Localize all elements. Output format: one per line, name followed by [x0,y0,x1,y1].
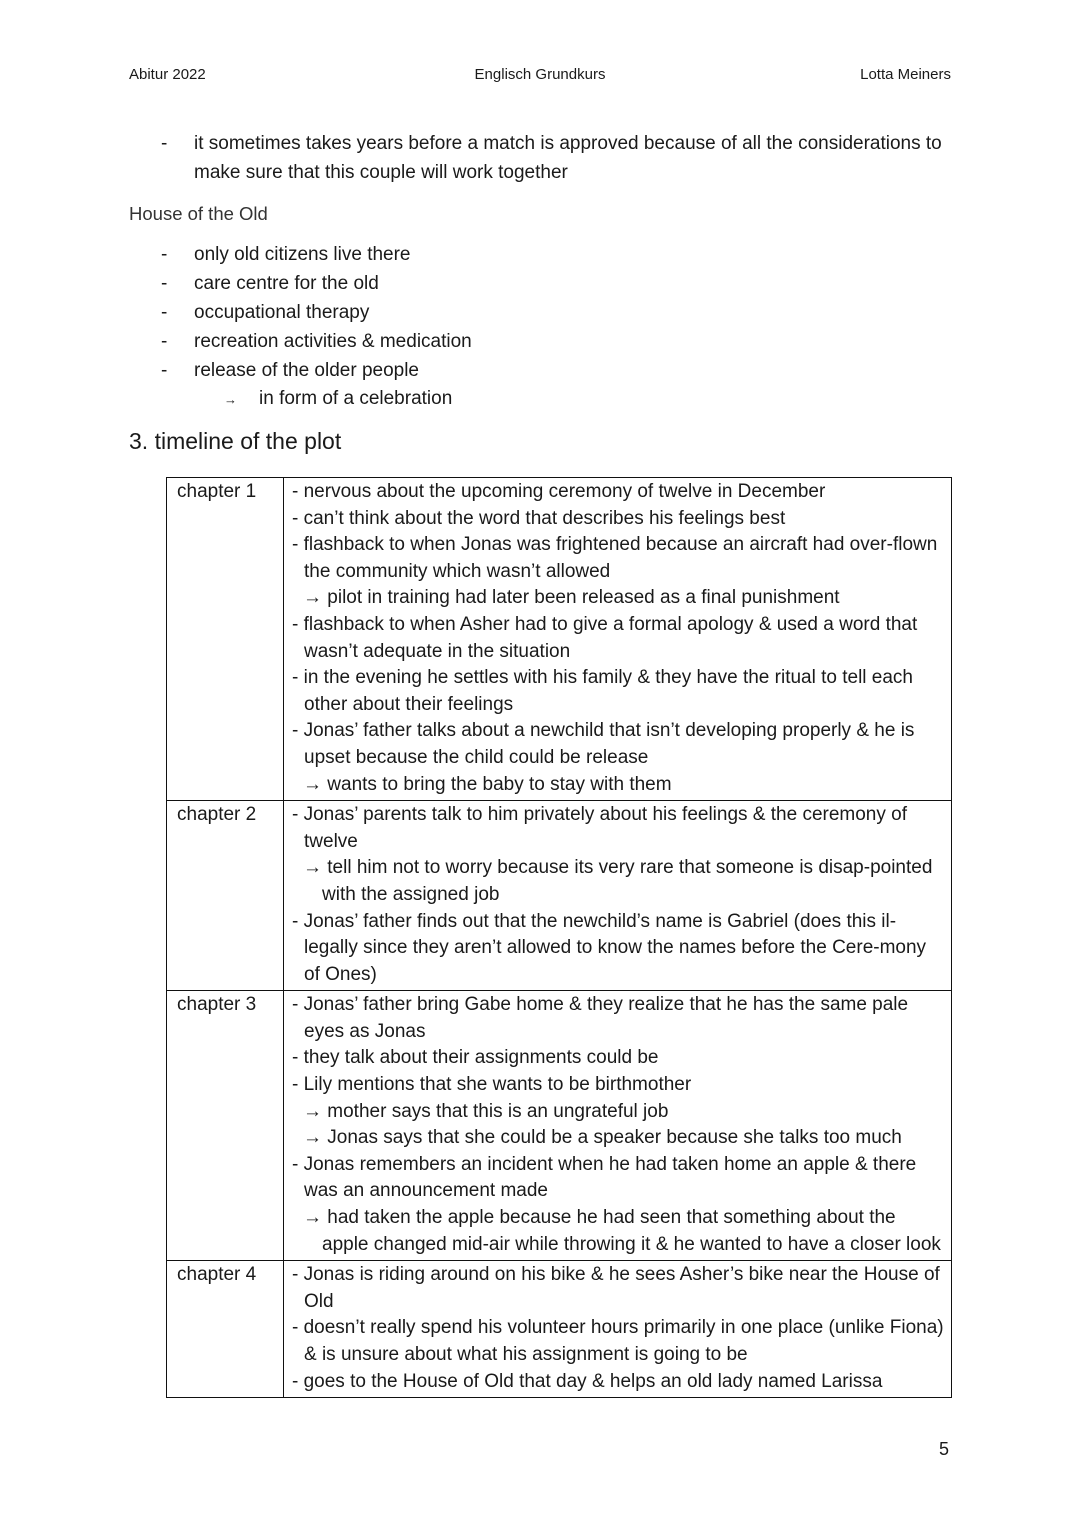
event-item: - Lily mentions that she wants to be birthmother [292,1074,692,1096]
list-item: - occupational therapy [129,298,949,327]
event-item: - goes to the House of Old that day & helps an old lady named Larissa [292,1370,883,1392]
event-item: - nervous about the upcoming ceremony of twelve in December [292,481,826,502]
timeline-heading: 3. timeline of the plot [129,428,342,454]
table-row [167,991,952,1261]
right-arrow-icon: → [224,392,237,407]
sub-list-item-text: in form of a celebration [259,388,453,409]
event-item: - Jonas’ father finds out that the newchild’s name is Gabriel (does this il-legally since they aren’t allowed to know the names before the Cere-mony of Ones) [292,910,927,985]
chapter-events [284,801,952,991]
list-item: - only old citizens live there [129,240,949,269]
event-consequence: → Jonas says that she could be a speaker because she talks too much [303,1127,902,1149]
chapter-events [284,1261,952,1398]
event-consequence: → had taken the apple because he had seen that something about the apple changed mid-air while throwing it & he wanted to have a closer look [303,1207,941,1255]
page-number: 5 [939,1439,950,1459]
event-item: - Jonas is riding around on his bike & he sees Asher’s bike near the House of Old [292,1264,940,1312]
header-left: Abitur 2022 [129,66,206,83]
chapter-label: chapter 1 [167,478,284,801]
section-title-house-of-old: House of the Old [129,203,268,224]
table-row [167,478,952,801]
chapter-events [284,478,952,801]
event-item: - can’t think about the word that describes his feelings best [292,507,786,529]
chapter-label: chapter 2 [167,801,284,991]
chapter-label: chapter 4 [167,1261,284,1398]
event-item: - Jonas’ father bring Gabe home & they realize that he has the same pale eyes as Jonas [292,994,909,1042]
event-item: - Jonas’ parents talk to him privately about his feelings & the ceremony of twelve [292,804,907,852]
header-right: Lotta Meiners [860,66,951,83]
event-consequence: → wants to bring the baby to stay with them [303,773,672,795]
event-item: - Jonas’ father talks about a newchild that isn’t developing properly & he is upset because the child could be release [292,720,915,768]
sub-list-item [224,384,452,414]
event-consequence: → pilot in training had later been released as a final punishment [303,587,840,609]
timeline-table [166,477,952,1398]
table-row [167,1261,952,1398]
intro-list [129,129,959,187]
intro-item: - it sometimes takes years before a match is approved because of all the considerations to make sure that this couple will work together [129,129,959,187]
event-item: - flashback to when Asher had to give a formal apology & used a word that wasn’t adequate in the situation [292,613,918,662]
list-item: - recreation activities & medication [129,327,949,356]
table-row [167,801,952,991]
event-item: - Jonas remembers an incident when he had taken home an apple & there was an announcement made [292,1153,917,1202]
house-of-old-list [129,240,949,385]
event-item: - they talk about their assignments could be [292,1047,659,1069]
event-item: - in the evening he settles with his family & they have the ritual to tell each other about their feelings [292,667,913,715]
event-consequence: → mother says that this is an ungrateful job [303,1100,669,1122]
chapter-label: chapter 3 [167,991,284,1261]
chapter-events [284,991,952,1261]
event-item: - doesn’t really spend his volunteer hours primarily in one place (unlike Fiona) & is unsure about what his assignment is going to be [292,1317,944,1365]
event-consequence: → tell him not to worry because its very rare that someone is disap-pointed with the assigned job [303,857,933,905]
header-center: Englisch Grundkurs [474,66,606,83]
page-header [129,66,951,88]
list-item: - care centre for the old [129,269,949,298]
event-item: - flashback to when Jonas was frightened because an aircraft had over-flown the community which wasn’t allowed [292,534,938,582]
list-item: - release of the older people [129,356,949,385]
